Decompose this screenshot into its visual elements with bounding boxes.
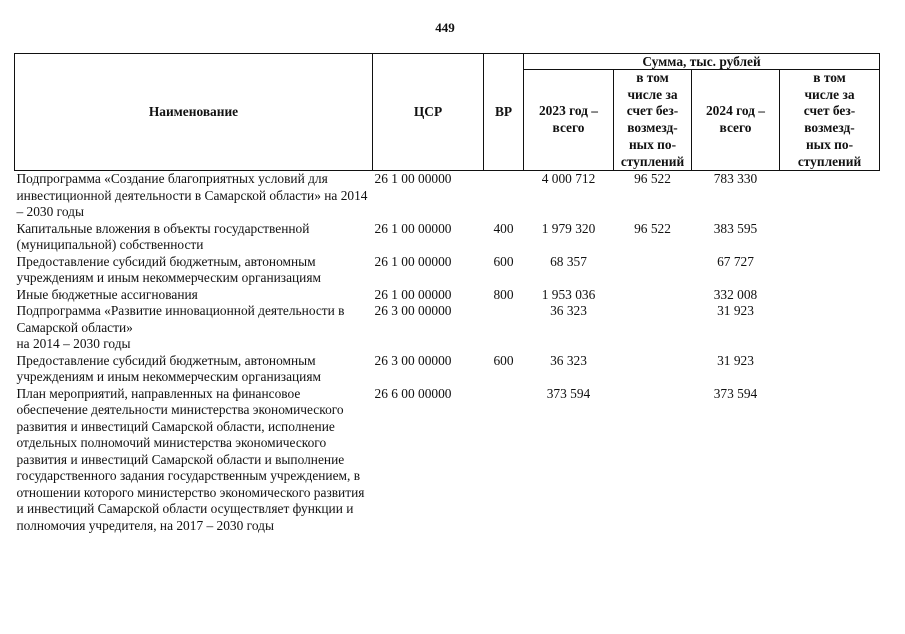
row-2024-total: 783 330 (713, 171, 758, 187)
row-vr: 400 (493, 220, 514, 236)
row-2023-free (614, 287, 692, 304)
row-2023-total: 4 000 712 (541, 171, 596, 187)
header-2024-total: 2024 год – всего (692, 70, 780, 171)
row-2024-total: 31 923 (717, 352, 754, 368)
header-2024-free: в том числе за счет без- возмезд- ных по- ступлений (780, 70, 880, 171)
row-2023-total: 1 953 036 (541, 286, 596, 302)
budget-table (14, 53, 880, 534)
row-2024-total: 332 008 (713, 286, 758, 302)
header-sum-group: Сумма, тыс. рублей (524, 54, 880, 70)
row-name: Иные бюджетные ассигнования (16, 286, 198, 302)
row-vr (484, 171, 524, 221)
header-name: Наименование (15, 54, 373, 171)
row-2024-total: 67 727 (717, 253, 754, 269)
row-csr: 26 6 00 00000 (374, 385, 452, 401)
table-header (15, 54, 880, 171)
row-2023-total: 68 357 (550, 253, 587, 269)
header-csr: ЦСР (373, 54, 484, 171)
row-2023-free (614, 303, 692, 353)
row-name: Подпрограмма «Развитие инновационной деятельности в Самарской области» на 2014 – 2030 годы (16, 303, 345, 352)
table-row (15, 221, 880, 254)
row-2023-free: 96 522 (634, 220, 671, 236)
row-name: Предоставление субсидий бюджетным, автономным учреждениям и иным некоммерческим организациям (16, 352, 321, 385)
row-2024-free (780, 353, 880, 386)
row-vr: 600 (493, 352, 514, 368)
row-2024-total: 31 923 (717, 303, 754, 319)
row-2023-free (614, 353, 692, 386)
row-2024-free (780, 221, 880, 254)
row-csr: 26 1 00 00000 (374, 253, 452, 269)
row-csr: 26 3 00 00000 (374, 303, 452, 319)
row-2023-total: 36 323 (550, 352, 587, 368)
row-csr: 26 3 00 00000 (374, 352, 452, 368)
row-2024-free (780, 386, 880, 535)
row-2023-free (614, 386, 692, 535)
row-2024-total: 383 595 (713, 220, 758, 236)
row-vr: 600 (493, 253, 514, 269)
row-name: План мероприятий, направленных на финансовое обеспечение деятельности министерства экономического развития и инвестиций Самарской области, исполнение отдельных полномочий министерства экономического развития и инвестиций Самарской области и выполнение государственного задания государственным учреждением, в отношении которого министерство экономического развития и инвестиций Самарской области осуществляет функции и полномочия учредителя, на 2017 – 2030 годы (16, 385, 365, 533)
header-vr: ВР (484, 54, 524, 171)
table-body (15, 171, 880, 535)
header-2023-free: в том числе за счет без- возмезд- ных по- ступлений (614, 70, 692, 171)
table-row (15, 353, 880, 386)
row-vr (484, 386, 524, 535)
row-2023-total: 1 979 320 (541, 220, 596, 236)
row-vr (484, 303, 524, 353)
page-number: 449 (435, 20, 455, 35)
row-csr: 26 1 00 00000 (374, 220, 452, 236)
row-2023-total: 36 323 (550, 303, 587, 319)
row-name: Капитальные вложения в объекты государственной (муниципальной) собственности (16, 220, 310, 253)
table-row (15, 303, 880, 353)
row-2024-free (780, 303, 880, 353)
row-2024-free (780, 254, 880, 287)
header-2023-total: 2023 год – всего (524, 70, 614, 171)
row-2023-total: 373 594 (546, 385, 591, 401)
table-row (15, 171, 880, 221)
row-2024-free (780, 287, 880, 304)
table-row (15, 386, 880, 535)
table-row (15, 254, 880, 287)
row-2024-total: 373 594 (713, 385, 758, 401)
row-vr: 800 (493, 286, 514, 302)
row-2023-free: 96 522 (634, 171, 671, 187)
row-csr: 26 1 00 00000 (374, 171, 452, 187)
row-csr: 26 1 00 00000 (374, 286, 452, 302)
row-name: Предоставление субсидий бюджетным, автономным учреждениям и иным некоммерческим организациям (16, 253, 321, 286)
row-2023-free (614, 254, 692, 287)
table-row (15, 287, 880, 304)
row-name: Подпрограмма «Создание благоприятных условий для инвестиционной деятельности в Самарской области» на 2014 – 2030 годы (16, 171, 368, 220)
row-2024-free (780, 171, 880, 221)
